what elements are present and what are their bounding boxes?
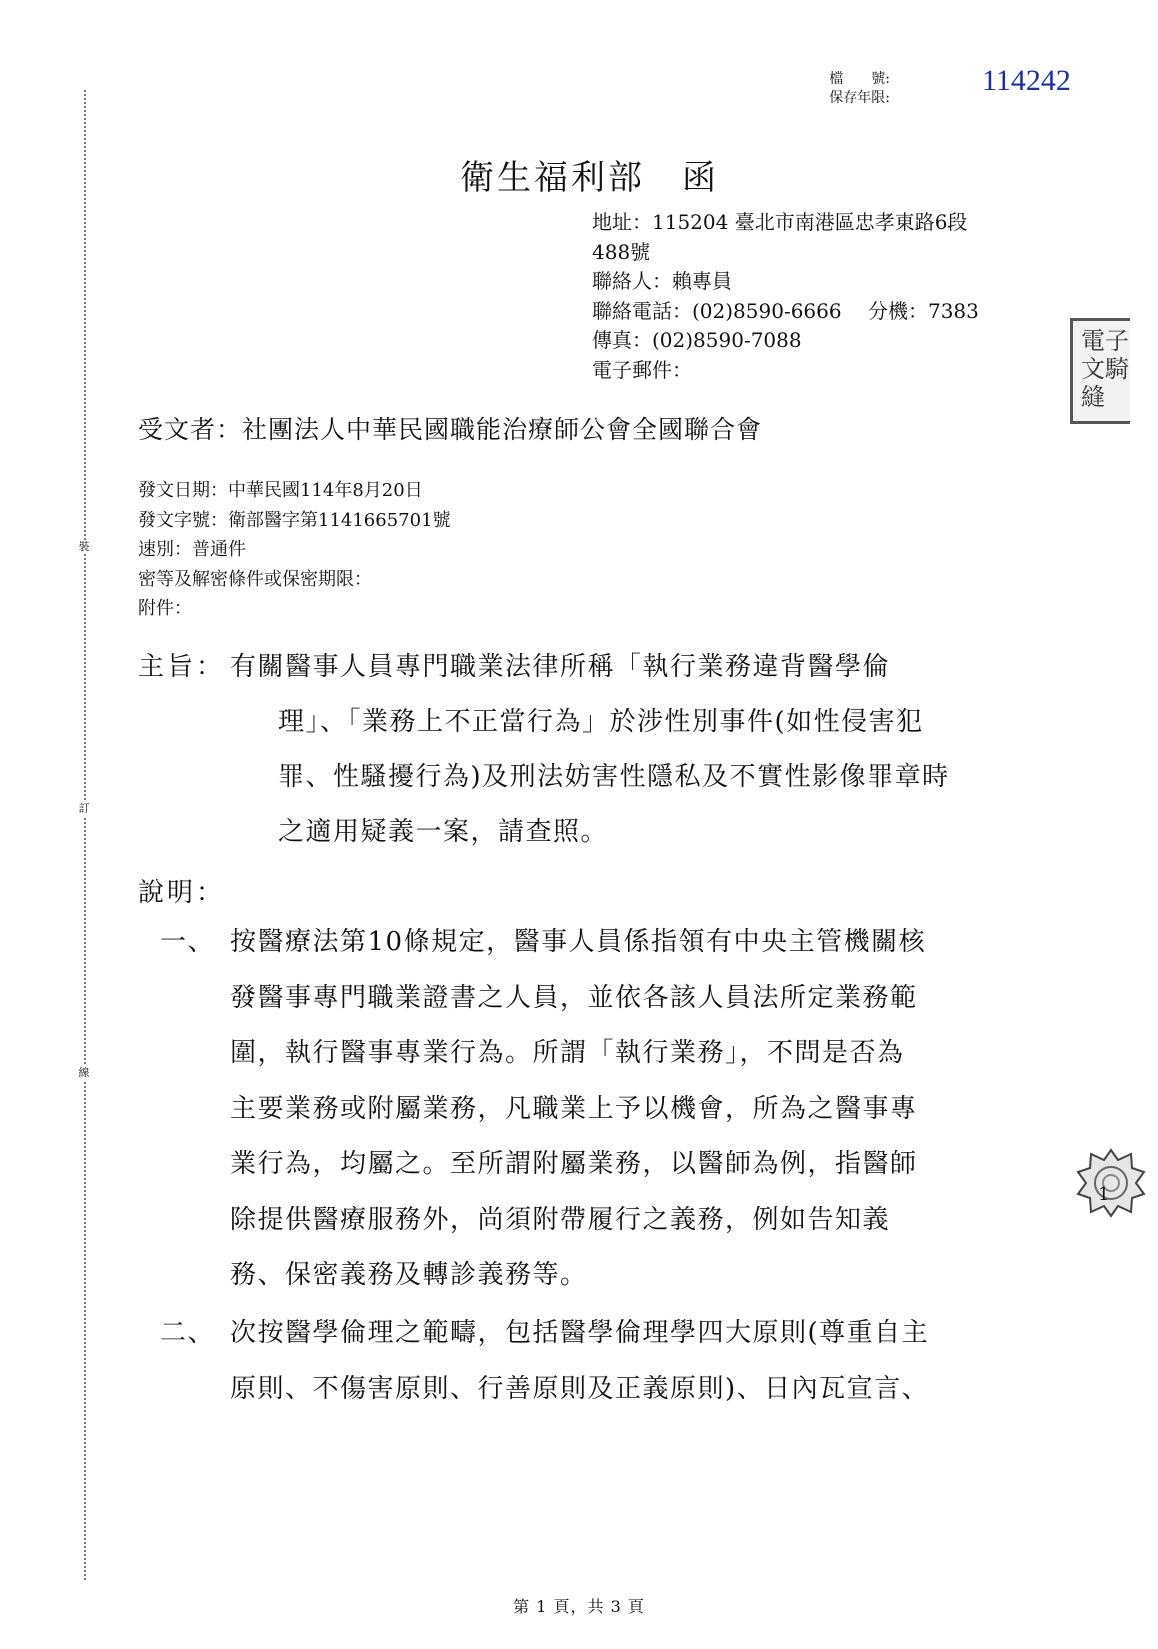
contact-fax: 傳真：(02)8590-7088 [592, 328, 802, 352]
binding-mark-line: 線 [76, 1066, 92, 1080]
explanation-label: 說明： [138, 878, 226, 908]
item-number: 二、 [160, 1318, 216, 1348]
item-line: 按醫療法第10條規定，醫事人員係指領有中央主管機關核 [230, 927, 927, 957]
subject-line: 有關醫事人員專門職業法律所稱「執行業務違背醫學倫 [230, 652, 891, 682]
item-line: 圍，執行醫事專業行為。所謂「執行業務」，不問是否為 [230, 1038, 905, 1068]
item-number: 一、 [160, 927, 216, 957]
subject-label: 主旨： [138, 652, 226, 682]
retention-label: 保存年限: [829, 90, 890, 106]
speed: 速別：普通件 [138, 539, 246, 560]
subject-line: 之適用疑義一案，請查照。 [278, 817, 609, 847]
secrecy: 密等及解密條件或保密期限： [138, 568, 372, 590]
item-body [230, 1306, 1050, 1417]
meta-block [138, 476, 451, 624]
recipient: 受文者：社團法人中華民國職能治療師公會全國聯合會 [138, 415, 763, 444]
item-line: 務、保密義務及轉診義務等。 [230, 1260, 588, 1290]
issue-date: 發文日期：中華民國114年8月20日 [138, 480, 423, 501]
page-footer: 第 1 頁，共 3 頁 [513, 1597, 645, 1616]
address-line-2: 488號 [592, 239, 651, 264]
page-seal-icon [1076, 1148, 1146, 1218]
archive-labels [800, 70, 890, 108]
archive-number: 114242 [982, 64, 1071, 97]
item-line: 次按醫學倫理之範疇，包括醫學倫理學四大原則(尊重自主 [230, 1318, 930, 1348]
address-line-1: 地址：115204 臺北市南港區忠孝東路6段 [592, 210, 968, 234]
subject-text [230, 640, 1000, 860]
item-line: 主要業務或附屬業務，凡職業上予以機會，所為之醫事專 [230, 1093, 918, 1124]
binding-dotted-line [84, 90, 86, 1580]
document-title: 衛生福利部 函 [460, 158, 719, 198]
subject-line: 理」、「業務上不正當行為」於涉性別事件(如性侵害犯 [278, 707, 924, 737]
subject-line: 罪、性騷擾行為)及刑法妨害性隱私及不實性影像罪章時 [278, 762, 950, 792]
item-line: 業行為，均屬之。至所謂附屬業務，以醫師為例，指醫師 [230, 1149, 918, 1179]
contact-email: 電子郵件： [592, 357, 692, 382]
contact-phone: 聯絡電話：(02)8590-6666 分機：7383 [592, 298, 979, 323]
riding-seam-stamp [1070, 318, 1130, 424]
seal-number: 1 [1098, 1184, 1110, 1205]
binding-mark-staple: 訂 [76, 802, 92, 816]
binding-mark-bind: 裝 [76, 540, 92, 554]
stamp-text: 電子文騎縫 [1081, 327, 1129, 411]
document-number: 發文字號：衛部醫字第1141665701號 [138, 509, 451, 531]
item-body [230, 915, 1050, 1304]
file-no-label: 檔 號: [829, 71, 890, 87]
item-line: 除提供醫療服務外，尚須附帶履行之義務，例如告知義 [230, 1204, 891, 1235]
item-line: 發醫事專門職業證書之人員，並依各該人員法所定業務範 [230, 982, 918, 1013]
item-line: 原則、不傷害原則、行善原則及正義原則)、日內瓦宣言、 [230, 1373, 930, 1404]
contact-block [592, 208, 1022, 385]
contact-person: 聯絡人：賴專員 [592, 269, 732, 293]
attachment: 附件： [138, 598, 192, 619]
